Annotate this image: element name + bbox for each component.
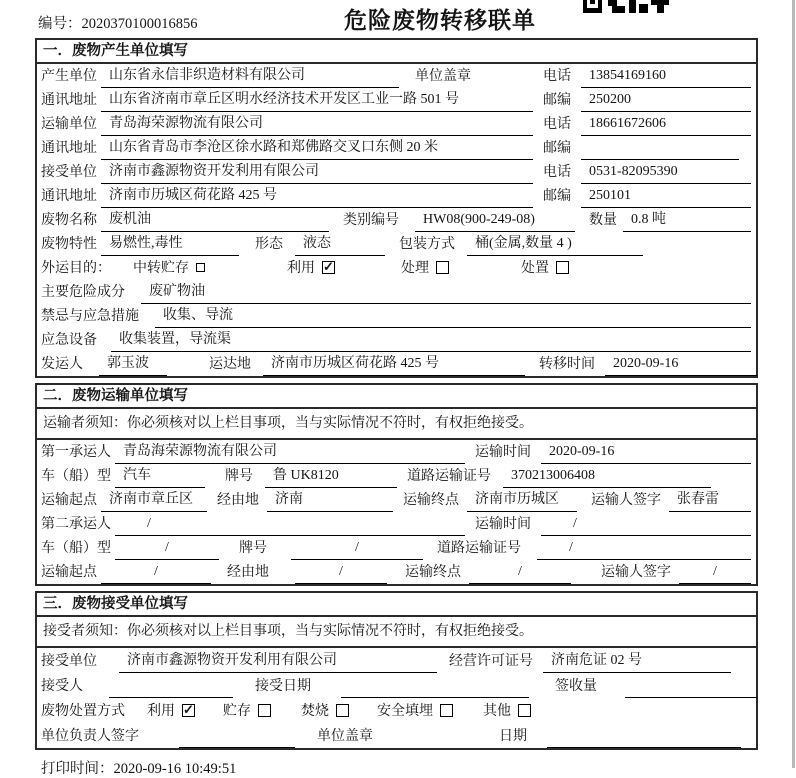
row-disposal-method	[37, 698, 756, 723]
terminus-label: 运输终点	[405, 565, 461, 580]
packing-label: 包装方式	[399, 237, 455, 252]
plate-label: 牌号	[239, 541, 267, 556]
form-body	[35, 38, 758, 750]
form-value: 液态	[295, 232, 385, 256]
road-permit-2-value: /	[537, 540, 751, 560]
zip-label: 邮编	[543, 141, 571, 156]
sign-date-value	[547, 744, 741, 748]
acceptor-label: 接受人	[41, 679, 83, 694]
row-responsible-signature	[37, 723, 756, 748]
checkbox-label: 安全填埋	[377, 704, 433, 719]
qty-value: 0.8 吨	[623, 208, 751, 232]
phone-label: 电话	[543, 117, 571, 132]
plate-2-value: /	[291, 540, 423, 560]
row-route-2	[37, 560, 756, 584]
consignor-value: 郭玉波	[99, 352, 167, 376]
transporter-address-value: 山东省青岛市李沧区徐水路和郑佛路交叉口东侧 20 米	[101, 136, 533, 160]
row-transporter-address	[37, 136, 756, 160]
producer-zip-value: 250200	[581, 92, 751, 112]
form-label: 形态	[255, 237, 283, 252]
receiver-value: 济南市鑫源物资开发利用有限公司	[101, 160, 533, 184]
via-label: 经由地	[217, 493, 259, 508]
vehicle-type-2-value: /	[115, 540, 219, 560]
road-permit-label: 道路运输证号	[407, 469, 491, 484]
page-right-edge	[792, 0, 795, 768]
transporter-phone-value: 18661672606	[581, 116, 751, 136]
taboo-label: 禁忌与应急措施	[41, 309, 139, 324]
accept-unit-value: 济南市鑫源物资开发利用有限公司	[119, 649, 437, 673]
checkbox-icon	[336, 704, 349, 717]
row-receiver	[37, 160, 756, 184]
checkbox-label: 焚烧	[301, 704, 329, 719]
origin-value: 济南市章丘区	[101, 488, 207, 512]
transport-time-2-value: /	[541, 516, 751, 536]
transport-time-label: 运输时间	[475, 517, 531, 532]
acceptor-value	[109, 694, 233, 698]
row-taboo-measures	[37, 304, 756, 328]
row-vehicle-1	[37, 464, 756, 488]
origin-label: 运输起点	[41, 493, 97, 508]
destination-value: 济南市历城区荷花路 425 号	[263, 352, 525, 376]
section-producer	[35, 38, 758, 378]
hazard-label: 主要危险成分	[41, 285, 125, 300]
license-label: 经营许可证号	[449, 654, 533, 669]
checkbox-label: 处置	[521, 261, 549, 276]
responsible-sign-value	[179, 744, 295, 748]
responsible-sign-label: 单位负责人签字	[41, 729, 139, 744]
transporter-value: 青岛海荣源物流有限公司	[101, 112, 533, 136]
checkbox-icon	[258, 704, 271, 717]
origin-2-value: /	[101, 564, 211, 584]
row-vehicle-2	[37, 536, 756, 560]
checkbox-label: 贮存	[223, 704, 251, 719]
receiver-zip-value: 250101	[581, 188, 751, 208]
receiver-phone-value: 0531-82095390	[581, 164, 751, 184]
receiver-label: 接受单位	[41, 165, 97, 180]
section-producer-title: 一．废物产生单位填写	[37, 40, 756, 64]
accept-date-label: 接受日期	[255, 679, 311, 694]
doc-number	[38, 12, 198, 33]
checkbox-icon	[440, 704, 453, 717]
qr-code-fragment	[583, 0, 669, 13]
page-title: 危险废物转移联单	[344, 7, 536, 33]
section-receiver-title: 三．废物接受单位填写	[37, 593, 756, 617]
origin-label: 运输起点	[41, 565, 97, 580]
checkbox-label: 中转贮存	[133, 261, 189, 276]
transport-time-label: 运输时间	[475, 445, 531, 460]
road-permit-label: 道路运输证号	[437, 541, 521, 556]
checkbox-icon	[182, 704, 195, 717]
equipment-value: 收集装置，导流渠	[111, 328, 751, 352]
accept-unit-label: 接受单位	[41, 654, 97, 669]
disposal-option-storage	[223, 700, 271, 723]
row-second-carrier	[37, 512, 756, 536]
plate-value: 鲁 UK8120	[265, 464, 397, 488]
date-label: 日期	[499, 729, 527, 744]
waste-name-value: 废机油	[101, 208, 329, 232]
first-carrier-value: 青岛海荣源物流有限公司	[115, 440, 465, 464]
checkbox-icon	[556, 261, 569, 274]
carrier-sign-value: 张春雷	[669, 488, 751, 512]
checkbox-icon	[518, 704, 531, 717]
checkbox-icon	[436, 261, 449, 274]
doc-number-label: 编号：	[38, 16, 82, 32]
vehicle-type-label: 车（船）型	[41, 541, 111, 556]
row-waste-character	[37, 232, 756, 256]
row-hazard-component	[37, 280, 756, 304]
first-carrier-label: 第一承运人	[41, 445, 111, 460]
address-label: 通讯地址	[41, 189, 97, 204]
row-first-carrier	[37, 440, 756, 464]
producer-phone-value: 13854169160	[581, 68, 751, 88]
receipt-amount-label: 签收量	[555, 679, 597, 694]
row-emergency-equipment	[37, 328, 756, 352]
row-acceptor	[37, 673, 756, 698]
via-label: 经由地	[227, 565, 269, 580]
print-time	[41, 757, 796, 778]
accept-date-value	[341, 694, 529, 698]
receipt-amount-value	[625, 694, 757, 698]
category-label: 类别编号	[343, 213, 399, 228]
print-time-value: 2020-09-16 10:49:51	[113, 761, 237, 777]
disposal-option-utilize	[147, 700, 195, 723]
row-producer-address	[37, 88, 756, 112]
print-time-label: 打印时间：	[41, 761, 114, 777]
section-transporter	[35, 383, 758, 586]
row-waste-name	[37, 208, 756, 232]
phone-label: 电话	[543, 69, 571, 84]
transfer-time-label: 转移时间	[539, 357, 595, 372]
unit-seal-label: 单位盖章	[415, 69, 471, 84]
second-carrier-value: /	[115, 516, 465, 536]
receiver-notice: 接受者须知：你必须核对以上栏目事项，当与实际情况不符时，有权拒绝接受。	[37, 617, 756, 648]
taboo-value: 收集、导流	[155, 304, 751, 328]
purpose-label: 外运目的：	[41, 261, 111, 276]
disposal-label: 废物处置方式	[41, 704, 125, 719]
vehicle-type-value: 汽车	[115, 464, 205, 488]
section-receiver	[35, 591, 758, 750]
disposal-option-landfill	[377, 700, 453, 723]
license-value: 济南危证 02 号	[543, 649, 731, 673]
purpose-option-dispose	[521, 257, 569, 280]
road-permit-value: 370213006408	[503, 468, 711, 488]
second-carrier-label: 第二承运人	[41, 517, 111, 532]
document-header	[0, 0, 796, 38]
via-2-value: /	[295, 564, 387, 584]
disposal-option-incinerate	[301, 700, 349, 723]
carrier-sign-label: 运输人签字	[601, 565, 671, 580]
checkbox-icon	[322, 261, 335, 274]
unit-seal-label: 单位盖章	[317, 729, 373, 744]
purpose-option-transfer-storage	[133, 257, 205, 280]
character-label: 废物特性	[41, 237, 97, 252]
terminus-value: 济南市历城区	[467, 488, 577, 512]
address-label: 通讯地址	[41, 93, 97, 108]
row-purpose	[37, 256, 756, 280]
transport-time-value: 2020-09-16	[541, 444, 751, 464]
zip-label: 邮编	[543, 93, 571, 108]
doc-number-value: 2020370100016856	[81, 16, 198, 32]
vehicle-type-label: 车（船）型	[41, 469, 111, 484]
checkbox-icon	[196, 263, 205, 272]
checkbox-label: 利用	[287, 261, 315, 276]
carrier-sign-2-value: /	[679, 564, 751, 584]
row-route-1	[37, 488, 756, 512]
transporter-label: 运输单位	[41, 117, 97, 132]
packing-value: 桶(金属,数量 4 )	[467, 232, 643, 256]
row-producer	[37, 64, 756, 88]
producer-value: 山东省永信非织造材料有限公司	[101, 64, 399, 88]
terminus-label: 运输终点	[403, 493, 459, 508]
checkbox-label: 利用	[147, 704, 175, 719]
plate-label: 牌号	[225, 469, 253, 484]
section-transporter-title: 二．废物运输单位填写	[37, 385, 756, 409]
destination-label: 运达地	[209, 357, 251, 372]
via-value: 济南	[267, 488, 393, 512]
zip-label: 邮编	[543, 189, 571, 204]
category-value: HW08(900-249-08)	[415, 212, 575, 232]
equipment-label: 应急设备	[41, 333, 97, 348]
phone-label: 电话	[543, 165, 571, 180]
hazard-value: 废矿物油	[141, 280, 751, 304]
disposal-option-other	[483, 700, 531, 723]
row-accept-unit	[37, 648, 756, 673]
waste-name-label: 废物名称	[41, 213, 97, 228]
row-receiver-address	[37, 184, 756, 208]
receiver-address-value: 济南市历城区荷花路 425 号	[101, 184, 533, 208]
checkbox-label: 其他	[483, 704, 511, 719]
row-consignor	[37, 352, 756, 376]
transporter-zip-value	[581, 156, 739, 160]
qty-label: 数量	[589, 213, 617, 228]
terminus-2-value: /	[469, 564, 571, 584]
purpose-option-utilize	[287, 257, 335, 280]
carrier-sign-label: 运输人签字	[591, 493, 661, 508]
transporter-notice: 运输者须知：你必须核对以上栏目事项，当与实际情况不符时，有权拒绝接受。	[37, 409, 756, 440]
transfer-time-value: 2020-09-16	[605, 356, 757, 376]
character-value: 易燃性,毒性	[101, 232, 239, 256]
producer-label: 产生单位	[41, 69, 97, 84]
address-label: 通讯地址	[41, 141, 97, 156]
checkbox-label: 处理	[401, 261, 429, 276]
row-transporter	[37, 112, 756, 136]
purpose-option-treat	[401, 257, 449, 280]
consignor-label: 发运人	[41, 357, 83, 372]
producer-address-value: 山东省济南市章丘区明水经济技术开发区工业一路 501 号	[101, 88, 533, 112]
